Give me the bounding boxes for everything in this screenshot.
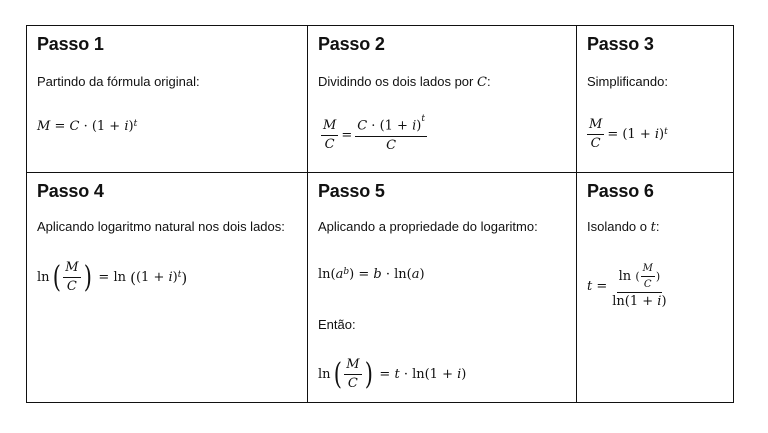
step-1-title: Passo 1 xyxy=(37,34,104,54)
step-6-formula: t = ln ( $\frac{M}{C}$ ) ln(1 + i) xyxy=(587,263,667,309)
step-5-result-formula: ln ( $\frac{M}{C}$ ) = t · ln(1 + i ) xyxy=(318,356,467,392)
step-3-title: Passo 3 xyxy=(587,34,654,54)
step-2-cell xyxy=(308,26,577,173)
step-2-formula: $\frac{M}{C}$ = $\frac{C \cdot (1 + i)^t}{C}$ xyxy=(323,114,425,153)
step-3-cell xyxy=(577,26,733,173)
step-5-description: Aplicando a propriedade do logaritmo: xyxy=(318,219,538,234)
step-1-formula: M = C · (1 + i ) $^t$ xyxy=(37,118,138,134)
step-2-description-text: Dividindo os dois lados por xyxy=(318,74,477,89)
step-3-formula: $\frac{M}{C}$ = (1 + i ) $^t$ xyxy=(589,117,668,152)
step-5-title: Passo 5 xyxy=(318,181,385,201)
steps-table xyxy=(26,25,734,403)
step-4-title: Passo 4 xyxy=(37,181,104,201)
step-1-cell xyxy=(27,26,308,173)
step-6-title: Passo 6 xyxy=(587,181,654,201)
step-4-cell xyxy=(27,173,308,402)
step-2-description-suffix: : xyxy=(486,74,491,89)
step-6-cell xyxy=(577,173,733,402)
step-1-description: Partindo da fórmula original: xyxy=(37,74,200,89)
step-5-formula: ln( a $^b$ ) = b · ln( a ) xyxy=(318,266,425,282)
step-6-description-suffix: : xyxy=(655,219,660,234)
step-2-description xyxy=(318,74,491,90)
step-6-description-var: t xyxy=(650,220,656,235)
step-2-description-var: C xyxy=(476,75,487,90)
step-2-title: Passo 2 xyxy=(318,34,385,54)
step-4-formula: ln ( $\frac{M}{C}$ ) = ln ( (1 + i ) $^t$ ) xyxy=(37,259,188,295)
step-3-description: Simplificando: xyxy=(587,74,668,89)
step-6-description-text: Isolando o xyxy=(587,219,651,234)
step-5-cell xyxy=(308,173,577,402)
step-4-description: Aplicando logaritmo natural nos dois lados: xyxy=(37,219,285,234)
step-5-then-label: Então: xyxy=(318,317,356,332)
step-6-description xyxy=(587,219,659,235)
